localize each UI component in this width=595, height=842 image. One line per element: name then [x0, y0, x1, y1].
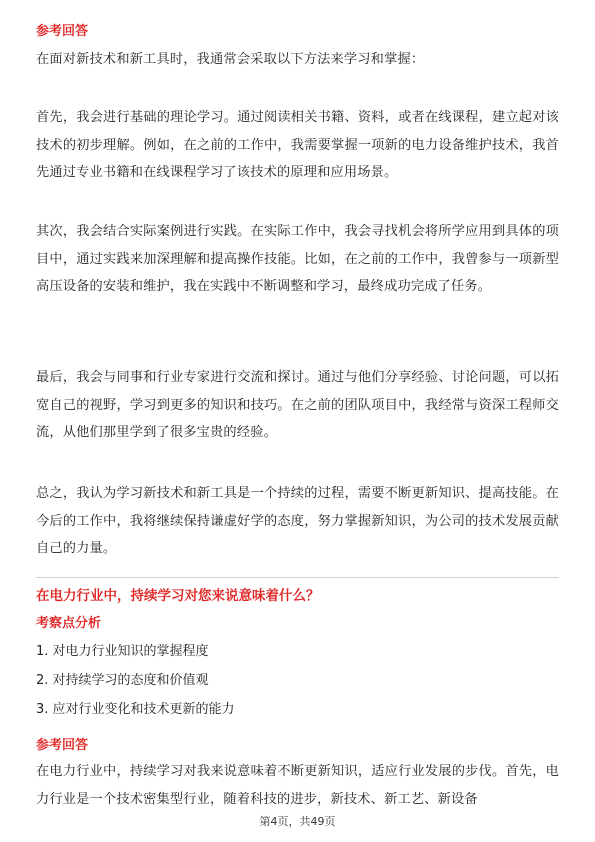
answer-paragraph: 在电力行业中，持续学习对我来说意味着不断更新知识，适应行业发展的步伐。首先，电力行业是一个技术密集型行业，随着科技的进步，新技术、新工艺、新设备: [36, 764, 559, 807]
answer-heading-2: 参考回答: [36, 738, 89, 753]
page-number: 第4页，共49页: [259, 815, 336, 828]
analysis-item: 1. 对电力行业知识的掌握程度: [36, 644, 209, 659]
intro-paragraph: 在面对新技术和新工具时，我通常会采取以下方法来学习和掌握：: [36, 52, 425, 67]
analysis-item: 3. 应对行业变化和技术更新的能力: [36, 702, 235, 717]
paragraph-second: 其次，我会结合实际案例进行实践。在实际工作中，我会寻找机会将所学应用到具体的项目中，通过实践来加深理解和提高操作技能。比如，在之前的工作中，我曾参与一项新型高压设备的安装和维护，我在实践中不断调整和学习，最终成功完成了任务。: [36, 224, 559, 294]
paragraph-last: 最后，我会与同事和行业专家进行交流和探讨。通过与他们分享经验、讨论问题，可以拓宽自己的视野，学习到更多的知识和技巧。在之前的团队项目中，我经常与资深工程师交流，从他们那里学到了很多宝贵的经验。: [36, 370, 559, 440]
document-page: [36, 0, 559, 842]
answer-heading: 参考回答: [36, 24, 89, 39]
paragraph-first: 首先，我会进行基础的理论学习。通过阅读相关书籍、资料，或者在线课程，建立起对该技术的初步理解。例如，在之前的工作中，我需要掌握一项新的电力设备维护技术，我首先通过专业书籍和在线课程学习了该技术的原理和应用场景。: [36, 110, 559, 180]
section-divider: [36, 577, 559, 578]
paragraph-conclusion: 总之，我认为学习新技术和新工具是一个持续的过程，需要不断更新知识、提高技能。在今后的工作中，我将继续保持谦虚好学的态度，努力掌握新知识，为公司的技术发展贡献自己的力量。: [36, 486, 559, 556]
question-heading: 在电力行业中，持续学习对您来说意味着什么？: [36, 588, 320, 604]
analysis-heading: 考察点分析: [36, 616, 102, 631]
analysis-item: 2. 对持续学习的态度和价值观: [36, 673, 209, 688]
